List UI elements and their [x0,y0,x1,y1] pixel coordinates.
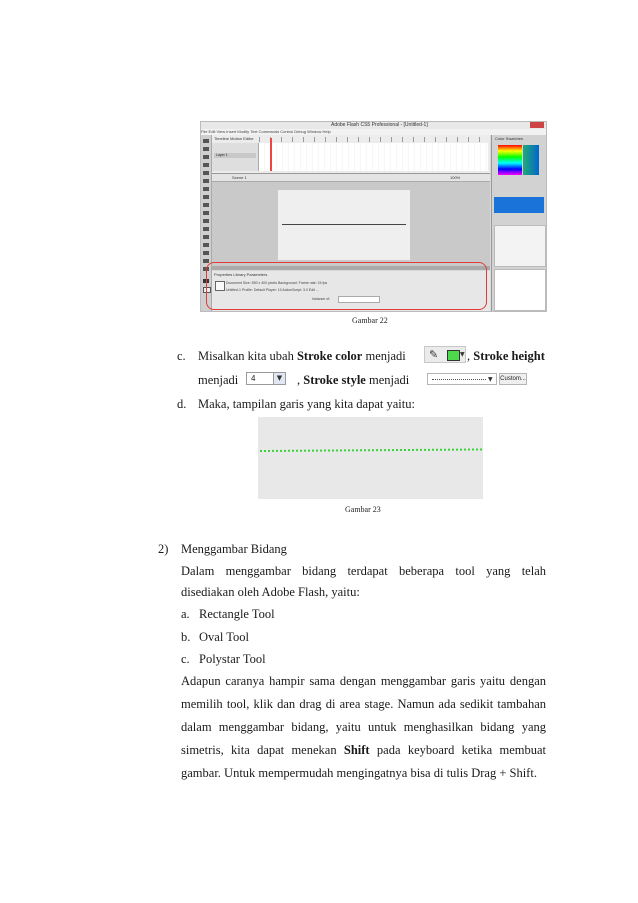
deco-tool-icon [203,219,209,223]
paragraph-line-3: dalam menggambar bidang, yaitu untuk menghasilkan bidang yang [181,720,546,734]
stroke-color-widget [424,346,466,363]
step-c-line1: Misalkan kita ubah Stroke color menjadi [198,349,406,363]
menu-bar: File Edit View Insert Modify Text Commands Control Debug Window Help [201,129,546,135]
text-tool-icon [203,179,209,183]
step-c-stroke-height: , Stroke height [467,349,545,363]
subselection-tool-icon [203,147,209,151]
step-c-line2-a: menjadi [198,373,239,387]
chevron-down-icon: ▼ [273,373,285,384]
properties-tabs: Properties Library Parameters [214,272,268,277]
rectangle-tool-icon [203,195,209,199]
playhead [270,138,272,171]
list-item-letter: c. [181,652,190,666]
selection-tool-icon [203,139,209,143]
stage-area [212,182,490,266]
props-row-3: Instance of: [312,297,331,301]
lasso-tool-icon [203,163,209,167]
transform-tool-icon [203,155,209,159]
frame-ruler [259,137,488,142]
paint-bucket-icon [203,235,209,239]
stroke-height-field [246,372,286,385]
layer-name: Layer 1 [216,153,228,157]
timeline-panel [212,135,490,174]
pencil-tool-icon [203,203,209,207]
figure23-caption: Gambar 23 [345,505,381,514]
pencil-icon: ✎ [429,348,439,361]
color-preview-bar [494,197,544,213]
color-spectrum [498,145,522,175]
step-c-line2-b: , Stroke style menjadi [297,373,410,387]
intro-line-1: Dalam menggambar bidang terdapat beberapa tool yang telah [181,564,546,578]
section-number: 2) [158,542,169,556]
color-panel-tabs: Color Swatches [495,136,524,141]
paragraph-line-1: Adapun caranya hampir sama dengan menggambar garis yaitu dengan [181,674,546,688]
paragraph-line-5: gambar. Untuk mempermudah mengingatnya bisa di tulis Drag + Shift. [181,766,537,780]
eyedropper-icon [203,243,209,247]
flash-screenshot-figure [200,121,547,312]
red-highlight-box [206,262,487,310]
green-dotted-line [260,448,482,452]
dropdown-arrow-icon: ▼ [488,376,493,383]
paragraph-line-2: memilih tool, klik dan drag di area stage. Namun ada sedikit tambahan [181,697,546,711]
stroke-style-select [427,373,497,385]
section-title: Menggambar Bidang [181,542,287,556]
list-item-letter: a. [181,607,190,621]
window-title: Adobe Flash CS5 Professional - [Untitled-1] [331,122,428,128]
dotted-line-result-figure [258,417,483,499]
dropdown-arrow-icon: ▼ [460,351,465,358]
close-window-icon [530,122,544,128]
scene-label: Scene 1 [232,175,247,180]
dotted-line-sample [432,379,486,380]
pen-tool-icon [203,171,209,175]
edit-bar [212,174,490,182]
step-c-letter: c. [177,349,186,363]
color-gradient [523,145,539,175]
step-d-letter: d. [177,397,187,411]
library-list [494,269,546,311]
custom-button: Custom... [499,373,527,385]
stroke-color-chip [447,350,460,361]
list-item-letter: b. [181,630,191,644]
step-d-text: Maka, tampilan garis yang kita dapat yaitu: [198,397,415,411]
stroke-height-value: 4 [251,374,256,383]
props-row-1: Document Size: 550 x 400 pixels Background: Frame rate: 24 fps [226,281,328,285]
eraser-icon [203,251,209,255]
frames-grid [259,143,488,171]
intro-line-2: disediakan oleh Adobe Flash, yaitu: [181,585,360,599]
zoom-level: 100% [450,175,461,180]
drawn-line [282,224,406,225]
list-item-rectangle-tool: Rectangle Tool [199,607,275,621]
list-item-oval-tool: Oval Tool [199,630,249,644]
paragraph-line-4: simetris, kita dapat menekan Shift pada keyboard ketika membuat [181,743,546,757]
timeline-tabs: Timeline Motion Editor [214,136,254,141]
hand-tool-icon [203,259,209,263]
right-panels [491,135,547,311]
line-tool-icon [203,187,209,191]
props-row-2: Untitled-1 Profile: Default Player: 10 ActionScript: 3.0 Edit ... [226,288,319,292]
layers-list [212,143,259,171]
figure22-caption: Gambar 22 [352,316,388,325]
bone-tool-icon [203,227,209,231]
stroke-style-widget [427,373,527,386]
library-panel [494,225,546,267]
list-item-polystar-tool: Polystar Tool [199,652,266,666]
stage [278,190,410,260]
brush-tool-icon [203,211,209,215]
